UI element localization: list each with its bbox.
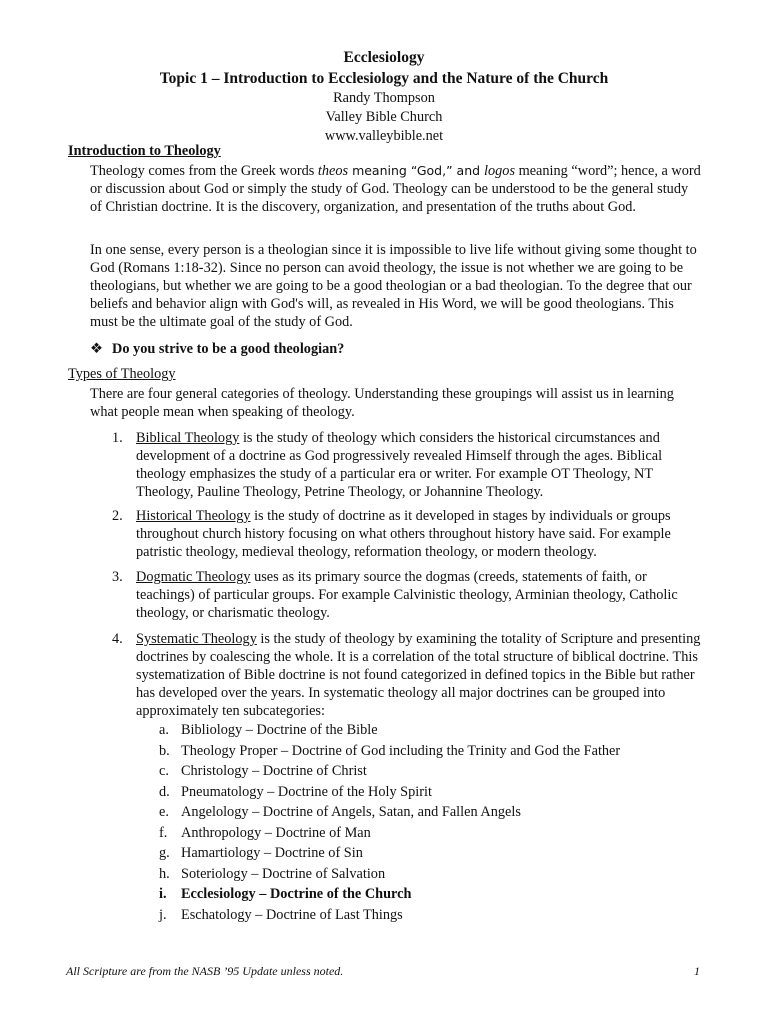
subcategory-letter: f.	[159, 825, 168, 841]
subcategory-item	[159, 762, 719, 782]
types-intro: There are four general categories of theology. Understanding these groupings will assist us in learning what people mean when speaking of theology.	[90, 386, 674, 420]
subcategory-letter: a.	[159, 722, 169, 738]
intro-p1-theos: theos	[317, 163, 349, 179]
subcategory-text: Eschatology – Doctrine of Last Things	[181, 907, 403, 923]
item-number: 3.	[112, 569, 123, 585]
question-bullet	[90, 340, 710, 358]
subcategory-letter: d.	[159, 784, 170, 800]
subcategory-text: Soteriology – Doctrine of Salvation	[181, 866, 386, 882]
subcategory-letter: c.	[159, 763, 169, 779]
item-number: 1.	[112, 430, 123, 446]
item-body	[136, 429, 708, 501]
intro-p1-logos: logos	[484, 163, 516, 179]
subcategory-letter: h.	[159, 866, 170, 882]
subcategory-item	[159, 844, 719, 864]
subcategory-text: Ecclesiology – Doctrine of the Church	[181, 886, 412, 902]
subcategory-item	[159, 742, 719, 762]
church-name: Valley Bible Church	[325, 109, 443, 125]
types-heading: Types of Theology	[68, 366, 176, 382]
page-number: 1	[694, 964, 700, 978]
item-text: is the study of doctrine as it developed in stages by individuals or groups throughout church history focusing on what others throughout history have said. For example patristic theology, medieval theology, reformation theology, or modern theology.	[136, 508, 671, 560]
intro-paragraph-2: In one sense, every person is a theologian since it is impossible to live life without giving some thought to God (Romans 1:18-32). Since no person can avoid theology, the issue is not whether we are going to be theologians, but whether we are going to be a good theologian or a bad theologian. To the degree that our beliefs and behavior align with God's will, as revealed in His Word, we will be good theologians. This must be the ultimate goal of the study of God.	[90, 242, 697, 330]
author-name: Randy Thompson	[333, 90, 435, 106]
subcategory-letter: b.	[159, 743, 170, 759]
intro-paragraph-1	[90, 162, 702, 216]
intro-p1-text-b: meaning “God,” and	[348, 163, 485, 178]
subcategory-text: Christology – Doctrine of Christ	[181, 763, 367, 779]
intro-p1-text-a: Theology comes from the Greek words	[90, 163, 318, 179]
item-term: Biblical Theology	[136, 430, 240, 446]
item-text: uses as its primary source the dogmas (creeds, statements of faith, or teachings) of particular groups. For example Calvinistic theology, Arminian theology, Catholic theology, or charismatic theology.	[136, 569, 678, 621]
item-text: is the study of theology which considers the historical circumstances and development of a doctrine as God progressively revealed Himself through the ages. Biblical theology emphasizes the study of a particular era or writer. For example OT Theology, NT Theology, Pauline Theology, Petrine Theology, or Johannine Theology.	[136, 430, 663, 500]
subcategory-item	[159, 906, 719, 926]
document-header	[0, 48, 768, 146]
subcategory-item-highlighted	[159, 885, 719, 905]
item-body	[136, 568, 708, 622]
item-body	[136, 507, 708, 561]
item-number: 4.	[112, 631, 123, 647]
subcategory-text: Bibliology – Doctrine of the Bible	[181, 722, 378, 738]
question-text: Do you strive to be a good theologian?	[112, 341, 345, 357]
subcategory-item	[159, 824, 719, 844]
subcategory-item	[159, 865, 719, 885]
subcategory-letter: i.	[159, 886, 167, 902]
document-title: Ecclesiology	[343, 49, 425, 66]
subcategory-text: Angelology – Doctrine of Angels, Satan, and Fallen Angels	[181, 804, 521, 820]
item-text: is the study of theology by examining the totality of Scripture and presenting doctrines by coalescing the whole. It is a correlation of the total structure of biblical doctrine. This systematization of Bible doctrine is not found categorized in defined topics in the Bible but rather has developed over the years. In systematic theology all major doctrines can be grouped into approximately ten subcategories:	[136, 631, 701, 719]
subcategory-item	[159, 783, 719, 803]
website-link[interactable]: www.valleybible.net	[324, 128, 444, 144]
item-term: Dogmatic Theology	[136, 569, 251, 585]
subcategory-letter: e.	[159, 804, 169, 820]
topic-title: Topic 1 – Introduction to Ecclesiology and the Nature of the Church	[159, 70, 609, 87]
subcategory-letter: g.	[159, 845, 170, 861]
item-number: 2.	[112, 508, 123, 524]
item-term: Systematic Theology	[136, 631, 257, 647]
subcategory-item	[159, 803, 719, 823]
item-body	[136, 630, 708, 720]
intro-heading: Introduction to Theology	[68, 143, 221, 159]
subcategory-text: Pneumatology – Doctrine of the Holy Spirit	[181, 784, 432, 800]
intro-p1-text-c: meaning “word”; hence, a word or discussion about God or simply the study of God. Theology can be understood to be the general study of Christian doctrine. It is the discovery, organization, and presentation of the truths about God.	[90, 163, 701, 215]
subcategory-text: Anthropology – Doctrine of Man	[181, 825, 371, 841]
subcategory-item	[159, 721, 719, 741]
diamond-bullet-icon: ❖	[90, 341, 103, 357]
subcategory-text: Theology Proper – Doctrine of God including the Trinity and God the Father	[181, 743, 621, 759]
page-footer	[66, 962, 700, 980]
subcategory-text: Hamartiology – Doctrine of Sin	[181, 845, 363, 861]
scripture-note: All Scripture are from the NASB ’95 Update unless noted.	[66, 964, 344, 978]
subcategory-letter: j.	[159, 907, 167, 923]
item-term: Historical Theology	[136, 508, 251, 524]
